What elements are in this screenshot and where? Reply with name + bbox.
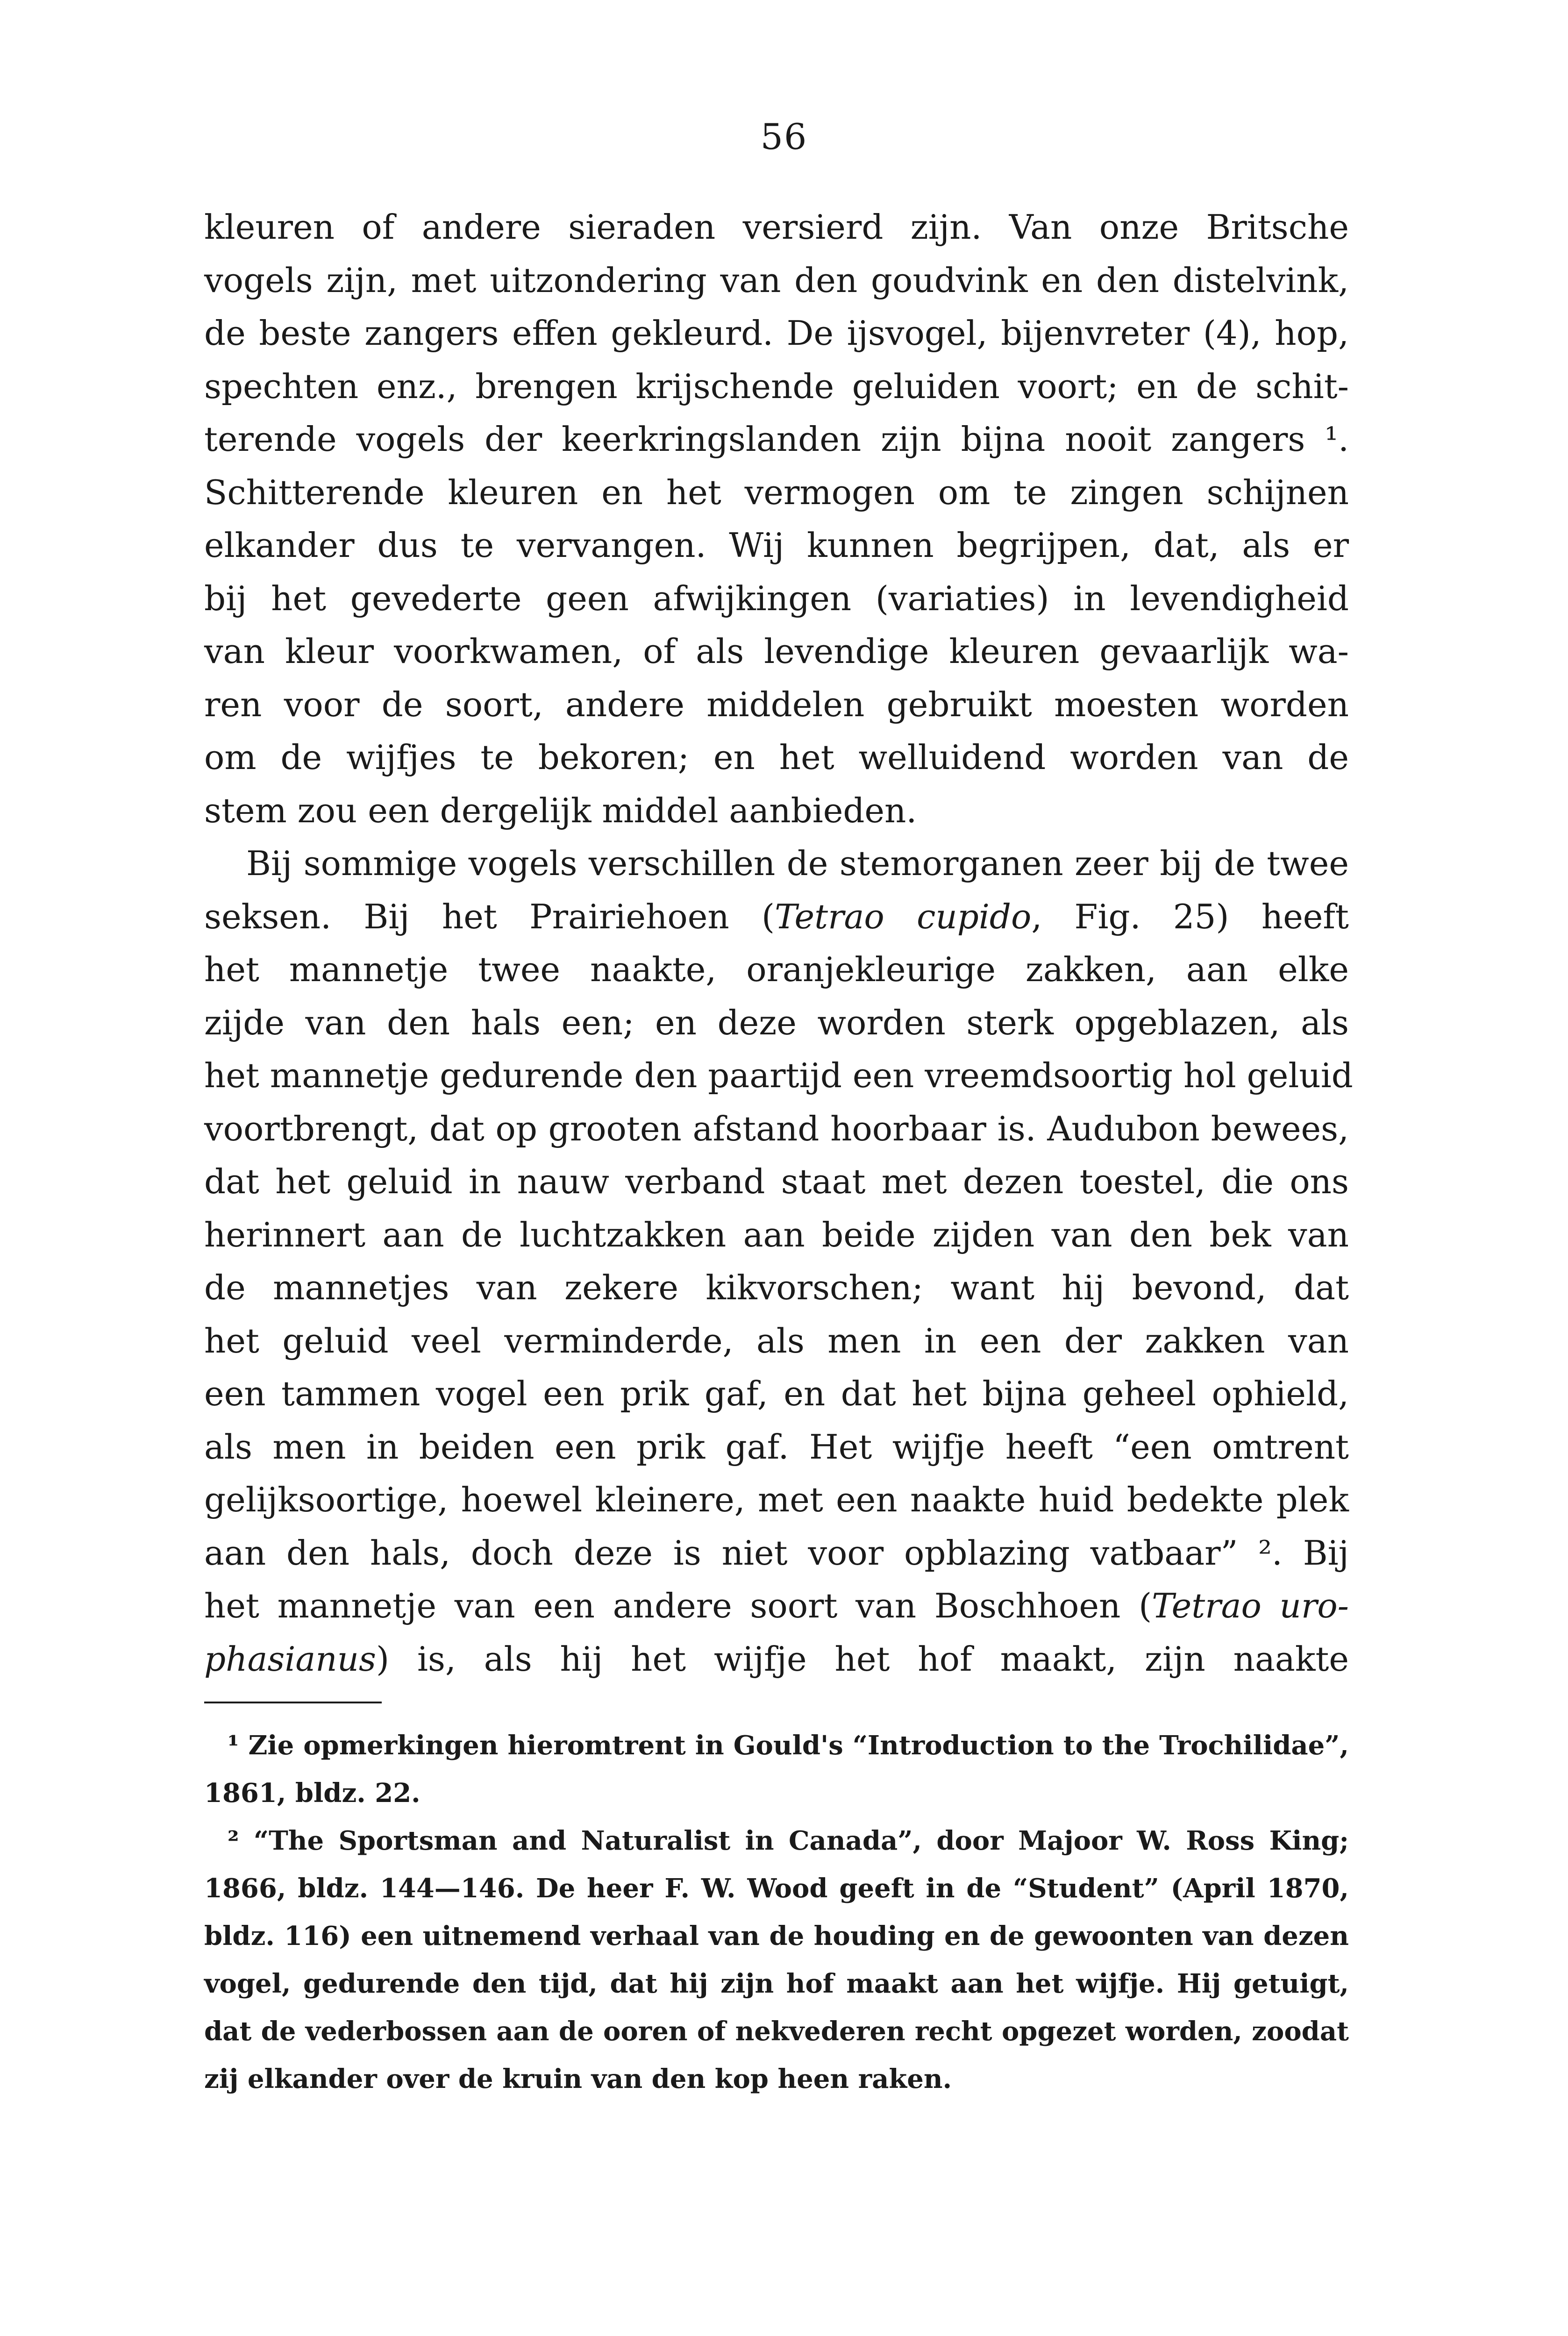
text-line: bij het gevederte geen afwijkingen (variaties) in levendigheid <box>204 578 1349 618</box>
footnote-line: bldz. 116) een uitnemend verhaal van de houding en de gewoonten van dezen <box>204 1921 1349 1951</box>
text-line: herinnert aan de luchtzakken aan beide zijden van den bek van <box>204 1215 1349 1254</box>
text-line: elkander dus te vervangen. Wij kunnen begrijpen, dat, als er <box>204 526 1349 565</box>
text-line: het mannetje gedurende den paartijd een vreemdsoortig hol geluid <box>204 1056 1353 1095</box>
footnote-line: ² “The Sportsman and Naturalist in Canada”, door Majoor W. Ross King; <box>228 1825 1349 1856</box>
footnote-line: 1866, bldz. 144—146. De heer F. W. Wood geeft in de “Student” (April 1870, <box>204 1873 1349 1904</box>
body-text <box>204 201 1353 1686</box>
text-line: phasianus) is, als hij het wijfje het hof maakt, zijn naakte <box>204 1639 1349 1679</box>
text-line: een tammen vogel een prik gaf, en dat het bijna geheel ophield, <box>204 1374 1349 1413</box>
footnotes <box>204 1722 1349 2103</box>
text-line: van kleur voorkwamen, of als levendige kleuren gevaarlijk wa- <box>204 632 1349 671</box>
footnote-line: 1861, bldz. 22. <box>204 1778 421 1809</box>
text-line: de mannetjes van zekere kikvorschen; want hij bevond, dat <box>204 1268 1349 1307</box>
footnote-2 <box>204 1817 1349 2103</box>
text-line: het geluid veel verminderde, als men in een der zakken van <box>204 1321 1349 1360</box>
text-line: voortbrengt, dat op grooten afstand hoorbaar is. Audubon bewees, <box>204 1109 1349 1148</box>
text-line: dat het geluid in nauw verband staat met dezen toestel, die ons <box>204 1162 1349 1201</box>
paragraph-2 <box>204 837 1353 1686</box>
text-line: Schitterende kleuren en het vermogen om te zingen schijnen <box>204 472 1349 512</box>
text-line: kleuren of andere sieraden versierd zijn. Van onze Britsche <box>204 207 1349 247</box>
text-line: stem zou een dergelijk middel aanbieden. <box>204 791 917 830</box>
footnote-separator <box>204 1702 382 1703</box>
text-line: vogels zijn, met uitzondering van den goudvink en den distelvink, <box>204 260 1349 300</box>
footnote-line: zij elkander over de kruin van den kop heen raken. <box>204 2064 952 2094</box>
text-line: om de wijfjes te bekoren; en het welluidend worden van de <box>204 738 1349 777</box>
text-line: seksen. Bij het Prairiehoen (Tetrao cupido, Fig. 25) heeft <box>204 897 1349 936</box>
text-line: de beste zangers effen gekleurd. De ijsvogel, bijenvreter (4), hop, <box>204 313 1349 353</box>
text-line: zijde van den hals een; en deze worden sterk opgeblazen, als <box>204 1003 1349 1042</box>
footnote-line: ¹ Zie opmerkingen hieromtrent in Gould's “Introduction to the Trochilidae”, <box>228 1730 1349 1761</box>
text-line: aan den hals, doch deze is niet voor opblazing vatbaar” ². Bij <box>204 1533 1349 1573</box>
text-line: het mannetje van een andere soort van Boschhoen (Tetrao uro- <box>204 1586 1349 1625</box>
paragraph-1 <box>204 201 1349 837</box>
text-line: het mannetje twee naakte, oranjekleurige zakken, aan elke <box>204 950 1349 989</box>
text-line: terende vogels der keerkringslanden zijn bijna nooit zangers ¹. <box>204 420 1349 459</box>
footnote-line: vogel, gedurende den tijd, dat hij zijn hof maakt aan het wijfje. Hij getuigt, <box>204 1968 1349 1999</box>
text-line: Bij sommige vogels verschillen de stemorganen zeer bij de twee <box>246 844 1349 883</box>
footnote-1 <box>204 1722 1349 1817</box>
text-line: gelijksoortige, hoewel kleinere, met een naakte huid bedekte plek <box>204 1480 1349 1519</box>
text-line: spechten enz., brengen krijschende geluiden voort; en de schit- <box>204 366 1349 406</box>
footnote-line: dat de vederbossen aan de ooren of nekvederen recht opgezet worden, zoodat <box>204 2016 1349 2047</box>
text-line: ren voor de soort, andere middelen gebruikt moesten worden <box>204 684 1349 724</box>
page-number: 56 <box>760 116 808 157</box>
text-line: als men in beiden een prik gaf. Het wijfje heeft “een omtrent <box>204 1427 1349 1467</box>
